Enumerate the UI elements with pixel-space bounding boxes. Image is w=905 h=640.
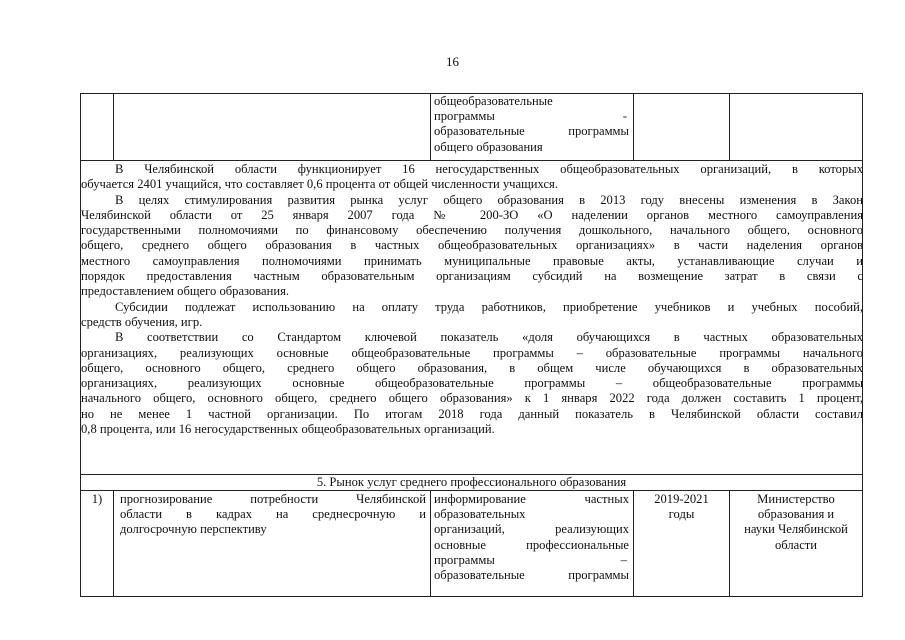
text-line: В соответствии со Стандартом ключевой показатель «доля обучающихся в частных образовательных (115, 330, 863, 345)
column-divider (430, 490, 431, 597)
column-divider (113, 490, 114, 597)
result-cell-continued (434, 94, 629, 155)
column-divider (113, 93, 114, 160)
result-cell (434, 492, 629, 583)
text-line: Челябинской области от 25 января 2007 года № 200-ЗО «О наделении органов местного самоуправления (81, 207, 863, 222)
responsible-cell (730, 492, 862, 553)
column-divider (430, 93, 431, 160)
cell-line: образовательных (434, 507, 526, 522)
column-divider (729, 93, 730, 160)
text-line: государственными полномочиями по финансовому обеспечению получения дошкольного, начального общего, основного (81, 223, 863, 238)
column-divider (633, 93, 634, 160)
text-line: общего, среднего общего образования в частных общеобразовательных организациях» в части наделения органов (81, 238, 863, 253)
cell-line: организаций, реализующих (434, 522, 629, 537)
text-line: организациях, реализующих основные общеобразовательные программы – образовательные программы начального (81, 345, 863, 360)
period-cell (634, 492, 729, 522)
cell-line: прогнозирование потребности Челябинской (120, 492, 426, 506)
text-line: В Челябинской области функционирует 16 негосударственных общеобразовательных организаций, в которых (115, 162, 863, 176)
text-line: средств обучения, игр. (81, 314, 203, 329)
cell-line: образовательные программы (434, 124, 629, 139)
paragraph (81, 193, 863, 300)
row-divider (80, 490, 863, 491)
text-line: но не менее 1 частной организации. По итогам 2018 года данный показатель в Челябинской области составил (81, 406, 863, 421)
text-line: порядок предоставления частным образовательным организациям субсидий на возмещение затрат в связи с (81, 269, 863, 284)
text-line: Субсидии подлежат использованию на оплату труда работников, приобретение учебников и учебных пособий, (115, 299, 863, 314)
cell-line: - (622, 109, 627, 124)
cell-line: годы (668, 507, 695, 522)
cell-line: программы (434, 552, 495, 567)
cell-line: программы (434, 109, 495, 124)
text-line: предоставлением общего образования. (81, 284, 290, 299)
text-line: начального общего, основного общего, среднего общего образования» к 1 января 2022 года должен составить 1 процент, (81, 391, 863, 406)
cell-line: образовательные программы (434, 568, 629, 583)
measure-cell (120, 492, 426, 538)
text-line: обучается 2401 учащийся, что составляет 0,6 процента от общей численности учащихся. (81, 177, 558, 192)
section-heading: 5. Рынок услуг среднего профессионального образования (316, 475, 627, 489)
text-line: организациях, реализующих основные общеобразовательные программы – общеобразовательные программы (81, 376, 863, 391)
cell-line: общеобразовательные (434, 94, 553, 108)
table-border-bottom (80, 596, 863, 597)
cell-line: области в кадрах на среднесрочную и (120, 507, 426, 522)
cell-line: образования и (757, 507, 835, 522)
table-border-right (862, 93, 863, 160)
paragraph (81, 300, 863, 331)
body-text (81, 162, 863, 437)
cell-line: области (774, 537, 818, 552)
cell-line: информирование частных (434, 492, 629, 506)
cell-line: общего образования (434, 139, 543, 154)
cell-line: науки Челябинской (744, 522, 848, 537)
cell-line: – (620, 552, 627, 567)
text-line: В целях стимулирования развития рынка услуг общего образования в 2013 году внесены изменения в Закон (115, 192, 863, 207)
cell-line: основные профессиональные (434, 537, 629, 552)
paragraph (81, 162, 863, 193)
cell-line: Министерство (757, 492, 835, 506)
paragraph (81, 330, 863, 437)
cell-line: 2019-2021 (654, 492, 709, 506)
cell-line: долгосрочную перспективу (120, 522, 267, 537)
text-line: общего, основного общего, среднего общего образования, в общем числе обучающихся в образовательных (81, 360, 863, 375)
table-border-left (80, 93, 81, 160)
text-line: местного самоуправления полномочиями принимать муниципальные правовые акты, устанавливающие случаи и (81, 253, 863, 268)
row-number: 1) (91, 492, 103, 506)
row-divider (80, 160, 863, 161)
page-number: 16 (446, 54, 459, 69)
text-line: 0,8 процента, или 16 негосударственных общеобразовательных организаций. (81, 422, 495, 437)
